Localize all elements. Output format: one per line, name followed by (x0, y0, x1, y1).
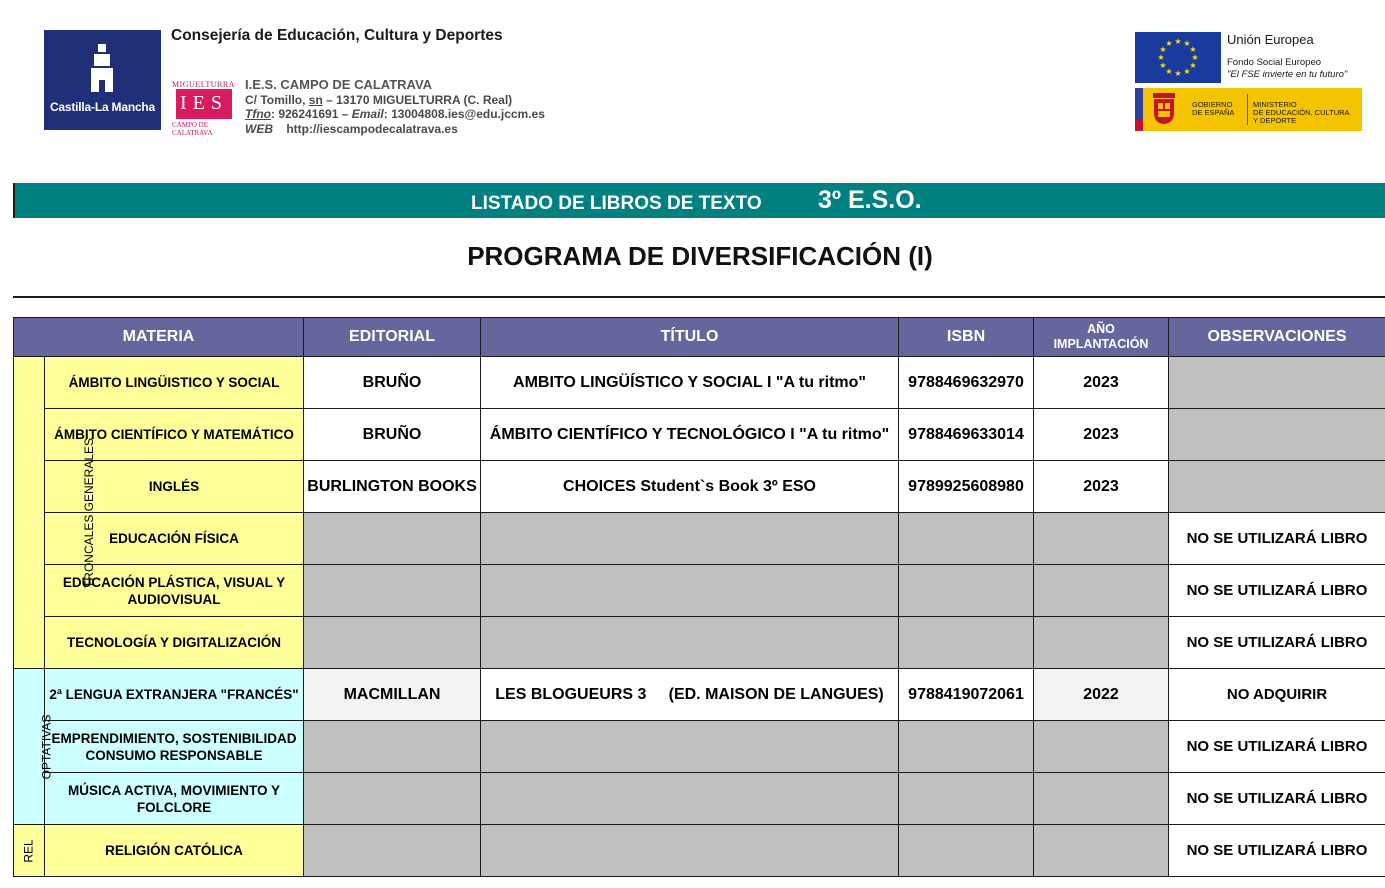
department-name: Consejería de Educación, Cultura y Deportes (171, 27, 503, 44)
table-row (14, 513, 1385, 565)
year-cell (1034, 565, 1169, 617)
course-title: 3º E.S.O. (818, 186, 922, 214)
header-subject: MATERIA (14, 318, 304, 357)
table-row (14, 461, 1385, 513)
subject-cell: ÁMBITO CIENTÍFICO Y MATEMÁTICO (45, 409, 304, 461)
notes-cell (1169, 409, 1385, 461)
group-troncales: TRONCALES GENERALES (14, 357, 45, 669)
title-cell: CHOICES Student`s Book 3º ESO (481, 461, 899, 513)
svg-text:★: ★ (1189, 45, 1197, 54)
eu-motto: "El FSE invierte en tu futuro" (1227, 69, 1348, 80)
notes-cell (1169, 357, 1385, 409)
table-row (14, 357, 1385, 409)
table-row (14, 773, 1385, 825)
svg-text:★: ★ (1165, 67, 1173, 76)
group-optativas: OPTATIVAS (14, 669, 45, 825)
isbn-cell (899, 565, 1034, 617)
school-logo (172, 80, 236, 137)
year-cell (1034, 721, 1169, 773)
table-header-row (14, 318, 1385, 357)
subject-cell: ÁMBITO LINGÜISTICO Y SOCIAL (45, 357, 304, 409)
region-logo-text: Castilla-La Mancha (49, 100, 156, 114)
year-cell: 2023 (1034, 357, 1169, 409)
phone-label: Tfno (245, 107, 271, 121)
title-cell (481, 825, 899, 877)
isbn-cell: 9788469633014 (899, 409, 1034, 461)
title-cell (481, 565, 899, 617)
publisher-cell (304, 721, 481, 773)
isbn-cell (899, 617, 1034, 669)
year-cell (1034, 513, 1169, 565)
svg-text:★: ★ (1159, 61, 1167, 70)
publisher-cell: BRUÑO (304, 357, 481, 409)
isbn-cell: 9788469632970 (899, 357, 1034, 409)
publisher-cell (304, 617, 481, 669)
table-row (14, 565, 1385, 617)
textbook-table (13, 317, 1385, 877)
notes-cell: NO SE UTILIZARÁ LIBRO (1169, 617, 1385, 669)
title-cell (481, 617, 899, 669)
eu-flag-icon (1135, 32, 1221, 83)
year-cell: 2022 (1034, 669, 1169, 721)
isbn-cell (899, 773, 1034, 825)
svg-text:★: ★ (1165, 39, 1173, 48)
list-title: LISTADO DE LIBROS DE TEXTO (471, 193, 762, 214)
school-logo-name: CAMPO DE CALATRAVA (172, 121, 213, 137)
table-row (14, 617, 1385, 669)
svg-text:★: ★ (1183, 67, 1191, 76)
subject-cell: EDUCACIÓN PLÁSTICA, VISUAL Y AUDIOVISUAL (45, 565, 304, 617)
publisher-cell (304, 513, 481, 565)
header-publisher: EDITORIAL (304, 318, 481, 357)
notes-cell: NO SE UTILIZARÁ LIBRO (1169, 825, 1385, 877)
publisher-cell: MACMILLAN (304, 669, 481, 721)
school-address-block (245, 78, 545, 136)
publisher-cell (304, 773, 481, 825)
header-isbn: ISBN (899, 318, 1034, 357)
svg-text:★: ★ (1189, 61, 1197, 70)
group-rel: REL (14, 825, 45, 877)
address-city: – 13170 MIGUELTURRA (C. Real) (322, 92, 513, 107)
svg-text:★: ★ (1174, 69, 1182, 78)
notes-cell: NO SE UTILIZARÁ LIBRO (1169, 773, 1385, 825)
header-notes: OBSERVACIONES (1169, 318, 1385, 357)
title-cell (481, 773, 899, 825)
coat-of-arms-icon (1151, 93, 1177, 125)
header-title: TÍTULO (481, 318, 899, 357)
title-cell (481, 513, 899, 565)
isbn-cell (899, 825, 1034, 877)
svg-text:★: ★ (1183, 39, 1191, 48)
subject-cell: EMPRENDIMIENTO, SOSTENIBILIDAD CONSUMO RESPONSABLE (45, 721, 304, 773)
svg-text:★: ★ (1159, 45, 1167, 54)
email-label: Email (351, 107, 384, 121)
title-cell: LES BLOGUEURS 3 (ED. MAISON DE LANGUES) (481, 669, 899, 721)
isbn-cell (899, 513, 1034, 565)
subject-cell: MÚSICA ACTIVA, MOVIMIENTO Y FOLCLORE (45, 773, 304, 825)
publisher-cell (304, 825, 481, 877)
publisher-cell (304, 565, 481, 617)
school-logo-town: MIGUELTURRA (172, 80, 235, 89)
year-cell: 2023 (1034, 461, 1169, 513)
ministry-label: MINISTERIO DE EDUCACIÓN, CULTURA Y DEPORTE (1253, 100, 1350, 125)
address-sn: sn (308, 92, 323, 107)
title-cell: AMBITO LINGÜÍSTICO Y SOCIAL I "A tu ritmo" (481, 357, 899, 409)
subject-cell: INGLÉS (45, 461, 304, 513)
table-row (14, 825, 1385, 877)
notes-cell: NO SE UTILIZARÁ LIBRO (1169, 565, 1385, 617)
table-row (14, 669, 1385, 721)
school-name: I.E.S. CAMPO DE CALATRAVA (245, 77, 433, 92)
list-banner (13, 183, 1385, 218)
subject-cell: RELIGIÓN CATÓLICA (45, 825, 304, 877)
notes-cell: NO SE UTILIZARÁ LIBRO (1169, 721, 1385, 773)
header-year: AÑO IMPLANTACIÓN (1034, 318, 1169, 357)
svg-text:★: ★ (1191, 53, 1199, 62)
publisher-cell: BURLINGTON BOOKS (304, 461, 481, 513)
castle-icon (89, 44, 115, 94)
eu-title: Unión Europea (1227, 32, 1314, 47)
web-label: WEB (245, 121, 273, 136)
publisher-cell: BRUÑO (304, 409, 481, 461)
address-street: C/ Tomillo, (245, 92, 309, 107)
isbn-cell: 9789925608980 (899, 461, 1034, 513)
table-row (14, 721, 1385, 773)
web-address[interactable]: http://iescampodecalatrava.es (286, 121, 458, 136)
notes-cell: NO ADQUIRIR (1169, 669, 1385, 721)
notes-cell: NO SE UTILIZARÁ LIBRO (1169, 513, 1385, 565)
year-cell (1034, 617, 1169, 669)
email-address: : 13004808.ies@edu.jccm.es (383, 107, 545, 121)
isbn-cell (899, 721, 1034, 773)
title-cell: ÁMBITO CIENTÍFICO Y TECNOLÓGICO I "A tu ritmo" (481, 409, 899, 461)
table-row (14, 409, 1385, 461)
year-cell (1034, 773, 1169, 825)
subject-cell: 2ª LENGUA EXTRANJERA "FRANCÉS" (45, 669, 304, 721)
title-cell (481, 721, 899, 773)
program-title: PROGRAMA DE DIVERSIFICACIÓN (I) (467, 241, 933, 271)
government-label: GOBIERNO DE ESPAÑA (1192, 100, 1235, 117)
year-cell (1034, 825, 1169, 877)
svg-text:★: ★ (1174, 37, 1182, 46)
subject-cell: TECNOLOGÍA Y DIGITALIZACIÓN (45, 617, 304, 669)
castilla-la-mancha-logo (44, 30, 161, 130)
subject-cell: EDUCACIÓN FÍSICA (45, 513, 304, 565)
notes-cell (1169, 461, 1385, 513)
phone-number: : 926241691 – (271, 107, 352, 121)
eu-text-block (1227, 32, 1347, 80)
isbn-cell: 9788419072061 (899, 669, 1034, 721)
divider (13, 296, 1385, 298)
eu-fund: Fondo Social Europeo (1227, 57, 1322, 68)
government-logo-bar (1135, 88, 1362, 131)
svg-text:★: ★ (1157, 53, 1165, 62)
year-cell: 2023 (1034, 409, 1169, 461)
school-logo-initials: IES (180, 92, 228, 114)
